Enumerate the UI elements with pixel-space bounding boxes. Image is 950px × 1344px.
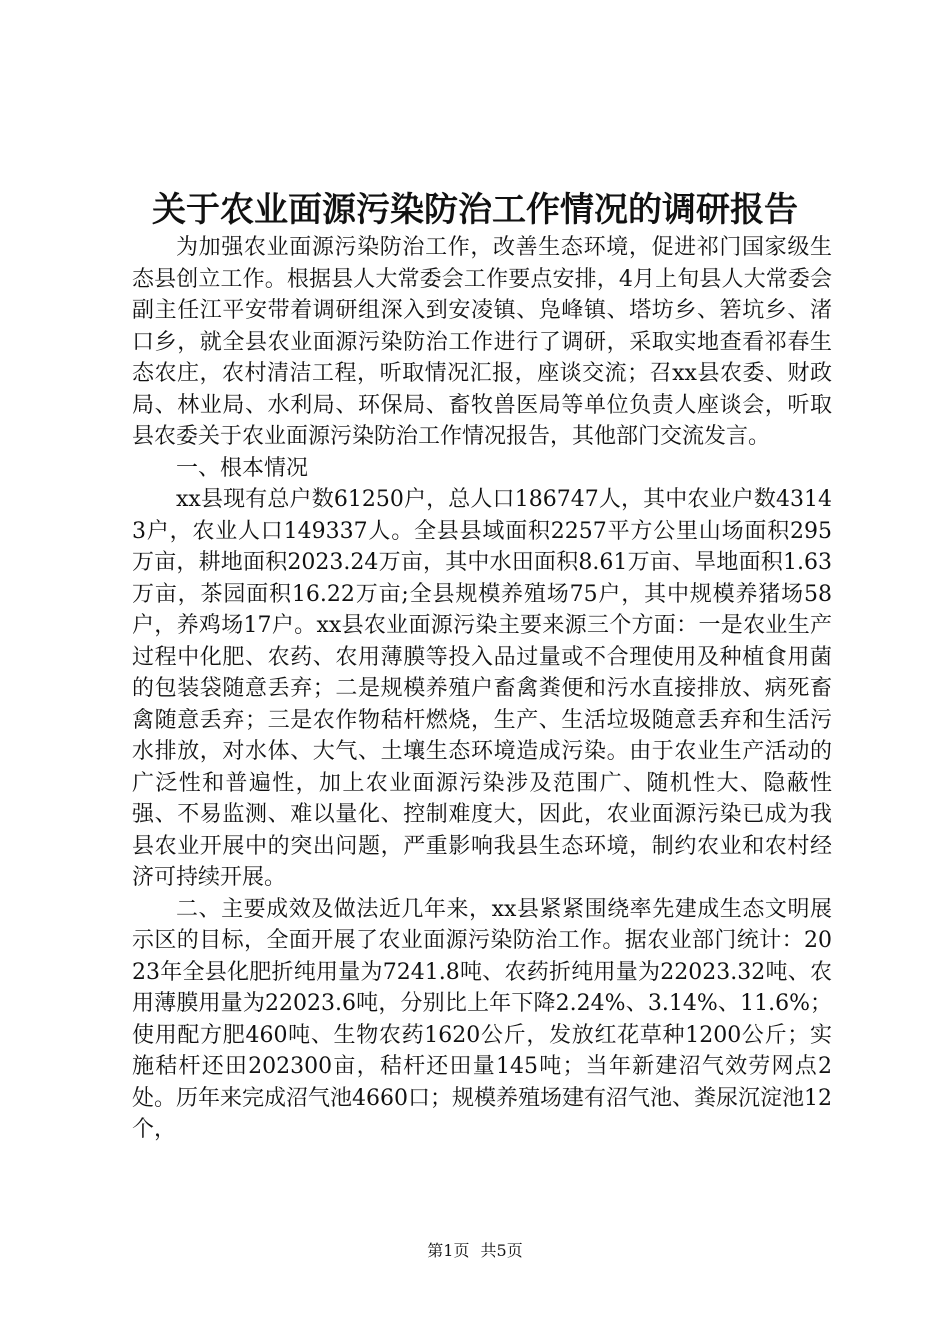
page-total: 共5页 (480, 1241, 523, 1260)
document-title: 关于农业面源污染防治工作情况的调研报告 (152, 190, 798, 230)
section-heading-basic-situation: 一、根本情况 (176, 455, 309, 481)
page-number: 第1页 (427, 1241, 470, 1260)
paragraph-intro: 为加强农业面源污染防治工作，改善生态环境，促进祁门国家级生态县创立工作。根据县人大常委会工作要点安排，4月上旬县人大常委会副主任江平安带着调研组深入到安凌镇、凫峰镇、塔坊乡、箬坑乡、渚口乡，就全县农业面源污染防治工作进行了调研，采取实地查看祁春生态农庄，农村清洁工程，听取情况汇报，座谈交流；召xx县农委、财政局、林业局、水利局、环保局、畜牧兽医局等单位负责人座谈会，听取县农委关于农业面源污染防治工作情况报告，其他部门交流发言。 (132, 235, 832, 449)
paragraph-basic-situation: xx县现有总户数61250户，总人口186747人，其中农业户数43143户，农业人口149337人。全县县域面积2257平方公里山场面积295万亩，耕地面积2023.24万亩，其中水田面积8.61万亩、旱地面积1.63万亩，茶园面积16.22万亩;全县规模养殖场75户，其中规模养猪场58户，养鸡场17户。xx县农业面源污染主要来源三个方面：一是农业生产过程中化肥、农药、农用薄膜等投入品过量或不合理使用及种植食用菌的包装袋随意丢弃；二是规模养殖户畜禽粪便和污水直接排放、病死畜禽随意丢弃；三是农作物秸杆燃烧，生产、生活垃圾随意丢弃和生活污水排放，对水体、大气、土壤生态环境造成污染。由于农业生产活动的广泛性和普遍性，加上农业面源污染涉及范围广、随机性大、隐蔽性强、不易监测、难以量化、控制难度大，因此，农业面源污染已成为我县农业开展中的突出问题，严重影响我县生态环境，制约农业和农村经济可持续开展。 (132, 487, 832, 890)
page-footer (0, 1240, 950, 1262)
paragraph-main-results: 二、主要成效及做法近几年来，xx县紧紧围绕率先建成生态文明展示区的目标，全面开展了农业面源污染防治工作。据农业部门统计：2023年全县化肥折纯用量为7241.8吨、农药折纯用量为22023.32吨、农用薄膜用量为22023.6吨，分别比上年下降2.24%、3.14%、11.6%；使用配方肥460吨、生物农药1620公斤，发放红花草种1200公斤；实施秸杆还田202300亩，秸杆还田量145吨；当年新建沼气效劳网点2处。历年来完成沼气池4660口；规模养殖场建有沼气池、粪尿沉淀池12个， (132, 896, 832, 1142)
document-body (132, 232, 832, 1146)
